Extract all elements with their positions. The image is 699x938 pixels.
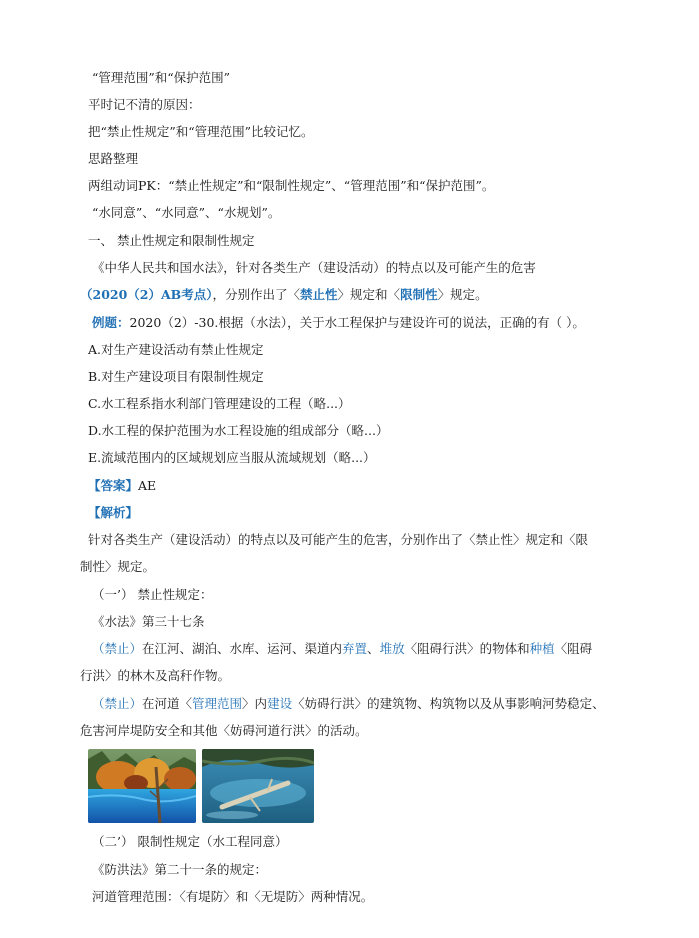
prohibit-tag: （禁止） xyxy=(92,641,143,656)
line-water-law: 《中华人民共和国水法》，针对各类生产（建设活动）的特点以及可能产生的危害 xyxy=(92,260,536,275)
text-fragment: 〉规定。 xyxy=(437,287,488,302)
highlight-build: 建设 xyxy=(267,696,293,711)
option-d: D.水工程的保护范围为水工程设施的组成部分（略...） xyxy=(88,423,389,438)
option-b: B.对生产建设项目有限制性规定 xyxy=(88,369,264,384)
section-heading-prohibitive: （一’） 禁止性规定： xyxy=(92,587,213,602)
line-reason: 平时记不清的原因： xyxy=(88,97,201,112)
option-e: E.流域范围内的区域规划应当服从流域规划（略...） xyxy=(88,450,376,465)
text-fragment: 〈阻碍 xyxy=(554,641,593,656)
highlight-discard: 弃置 xyxy=(342,641,368,656)
prohibition-paragraph-1 xyxy=(92,640,592,658)
lake-log-photo xyxy=(202,749,314,823)
example-question xyxy=(92,314,585,332)
answer-value: AE xyxy=(138,478,157,493)
line-pk: 两组动词PK：“禁止性规定”和“限制性规定”、“管理范围”和“保护范围”。 xyxy=(88,178,495,193)
option-c: C.水工程系指水利部门管理建设的工程（略...） xyxy=(88,396,351,411)
line-thinking: 思路整理 xyxy=(88,151,139,166)
text-fragment: 〈阻碍行洪〉的物体和 xyxy=(404,641,530,656)
prohibit-tag: （禁止） xyxy=(92,696,143,711)
prohibition-paragraph-1-cont: 行洪〉的林木及高秆作物。 xyxy=(80,668,231,683)
section-heading-restrictive: （二’） 限制性规定（水工程同意） xyxy=(92,834,288,849)
text-fragment: ，分别作出了〈 xyxy=(212,287,301,302)
line-exam-point xyxy=(80,286,488,304)
river-management-range: 河道管理范围：〈有堤防〉和〈无堤防〉两种情况。 xyxy=(92,889,374,904)
answer-line xyxy=(88,477,156,495)
text-fragment: 在河道〈 xyxy=(142,696,193,711)
analysis-paragraph-1: 针对各类生产（建设活动）的特点以及可能产生的危害，分别作出了〈禁止性〉规定和〈限 xyxy=(88,532,589,547)
analysis-paragraph-1-cont: 制性〉规定。 xyxy=(80,559,156,574)
text-fragment: 在江河、湖泊、水库、运河、渠道内 xyxy=(142,641,343,656)
highlight-management-range: 管理范围 xyxy=(192,696,243,711)
line-water: “水同意”、“水同意”、“水规划”。 xyxy=(92,205,281,220)
law-article-21: 《防洪法》第二十一条的规定： xyxy=(92,862,268,877)
line-range-terms: “管理范围”和“保护范围” xyxy=(92,70,231,85)
prohibition-paragraph-2-cont: 危害河岸堤防安全和其他〈妨碍河道行洪〉的活动。 xyxy=(80,723,368,738)
text-fragment: 〉内 xyxy=(242,696,268,711)
analysis-label-text: 【解析】 xyxy=(88,505,139,520)
highlight-pile: 堆放 xyxy=(379,641,405,656)
line-compare: 把“禁止性规定”和“管理范围”比较记忆。 xyxy=(88,124,314,139)
text-fragment: 〈妨碍行洪〉的建筑物、构筑物以及从事影响河势稳定、 xyxy=(292,696,605,711)
highlight-plant: 种植 xyxy=(529,641,555,656)
option-a: A.对生产建设活动有禁止性规定 xyxy=(88,342,264,357)
highlight-restrictive: 限制性 xyxy=(400,287,438,302)
section-heading-1: 一、 禁止性规定和限制性规定 xyxy=(88,233,255,248)
prohibition-paragraph-2 xyxy=(92,695,605,713)
example-label: 例题： xyxy=(92,315,130,330)
lake-autumn-photo xyxy=(88,749,196,823)
law-article-37: 《水法》第三十七条 xyxy=(92,614,205,629)
answer-label: 【答案】 xyxy=(88,478,139,493)
analysis-label xyxy=(88,504,138,522)
text-fragment: 、 xyxy=(367,641,380,656)
example-text: 2020（2）-30.根据（水法），关于水工程保护与建设许可的说法，正确的有（ ）。 xyxy=(129,315,585,330)
highlight-prohibitive: 禁止性 xyxy=(300,287,338,302)
exam-point-tag: （2020（2）AB考点） xyxy=(80,287,213,302)
text-fragment: 〉规定和〈 xyxy=(337,287,401,302)
